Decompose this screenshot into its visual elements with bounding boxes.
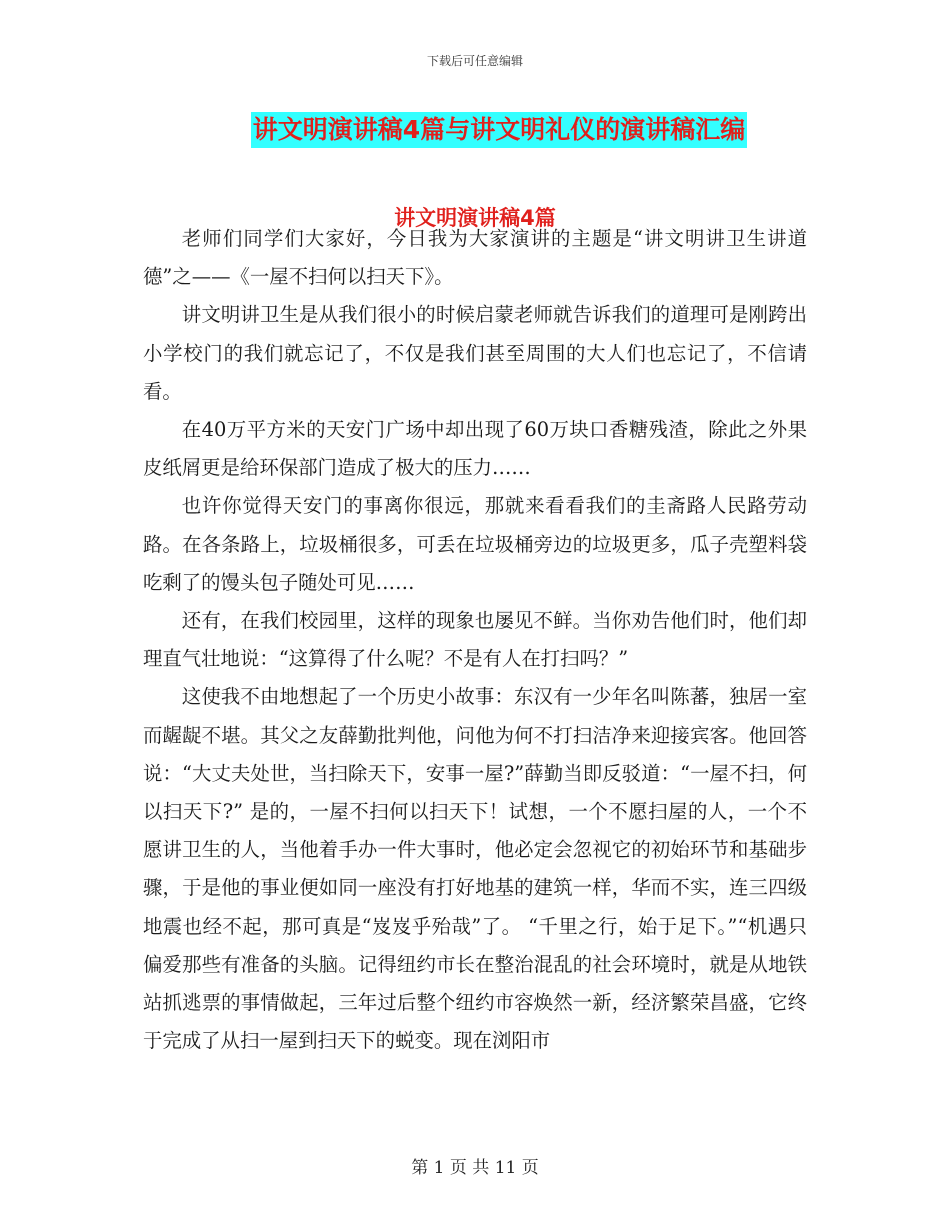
header-note: 下载后可任意编辑: [426, 54, 523, 68]
page-footer: 第 1 页 共 11 页: [411, 1158, 539, 1178]
body-text: [143, 220, 807, 1060]
section-heading: 讲文明演讲稿4篇: [394, 206, 556, 230]
paragraph-6: 这使我不由地想起了一个历史小故事：东汉有一少年名叫陈蕃，独居一室而龌龊不堪。其父之友薛勤批判他，问他为何不打扫洁净来迎接宾客。他回答说：“大丈夫处世，当扫除天下，安事一屋?”薛勤当即反驳道：“一屋不扫，何以扫天下?” 是的，一屋不扫何以扫天下！试想，一个不愿扫屋的人，一个不愿讲卫生的人，当他着手办一件大事时，他必定会忽视它的初始环节和基础步骤，于是他的事业便如同一座没有打好地基的建筑一样，华而不实，连三四级地震也经不起，那可真是“岌岌乎殆哉”了。 “千里之行，始于足下。”“机遇只偏爱那些有准备的头脑。记得纽约市长在整治混乱的社会环境时，就是从地铁站抓逃票的事情做起，三年过后整个纽约市容焕然一新，经济繁荣昌盛，它终于完成了从扫一屋到扫天下的蜕变。现在浏阳市: [143, 685, 807, 1053]
paragraph-4: 也许你觉得天安门的事离你很远，那就来看看我们的圭斋路人民路劳动路。在各条路上，垃圾桶很多，可丢在垃圾桶旁边的垃圾更多，瓜子壳塑料袋吃剩了的馒头包子随处可见……: [143, 494, 807, 594]
paragraph-2: 讲文明讲卫生是从我们很小的时候启蒙老师就告诉我们的道理可是刚跨出小学校门的我们就忘记了，不仅是我们甚至周围的大人们也忘记了，不信请看。: [143, 303, 807, 403]
paragraph-5: 还有，在我们校园里，这样的现象也屡见不鲜。当你劝告他们时，他们却理直气壮地说：“这算得了什么呢？不是有人在打扫吗？”: [143, 609, 807, 671]
document-title: 讲文明演讲稿4篇与讲文明礼仪的演讲稿汇编: [251, 112, 747, 148]
paragraph-1: 老师们同学们大家好，今日我为大家演讲的主题是“讲文明讲卫生讲道德”之——《一屋不扫何以扫天下》。: [143, 227, 807, 289]
paragraph-3: 在40万平方米的天安门广场中却出现了60万块口香糖残渣，除此之外果皮纸屑更是给环保部门造成了极大的压力……: [143, 418, 807, 480]
document-title-container: [0, 112, 950, 148]
